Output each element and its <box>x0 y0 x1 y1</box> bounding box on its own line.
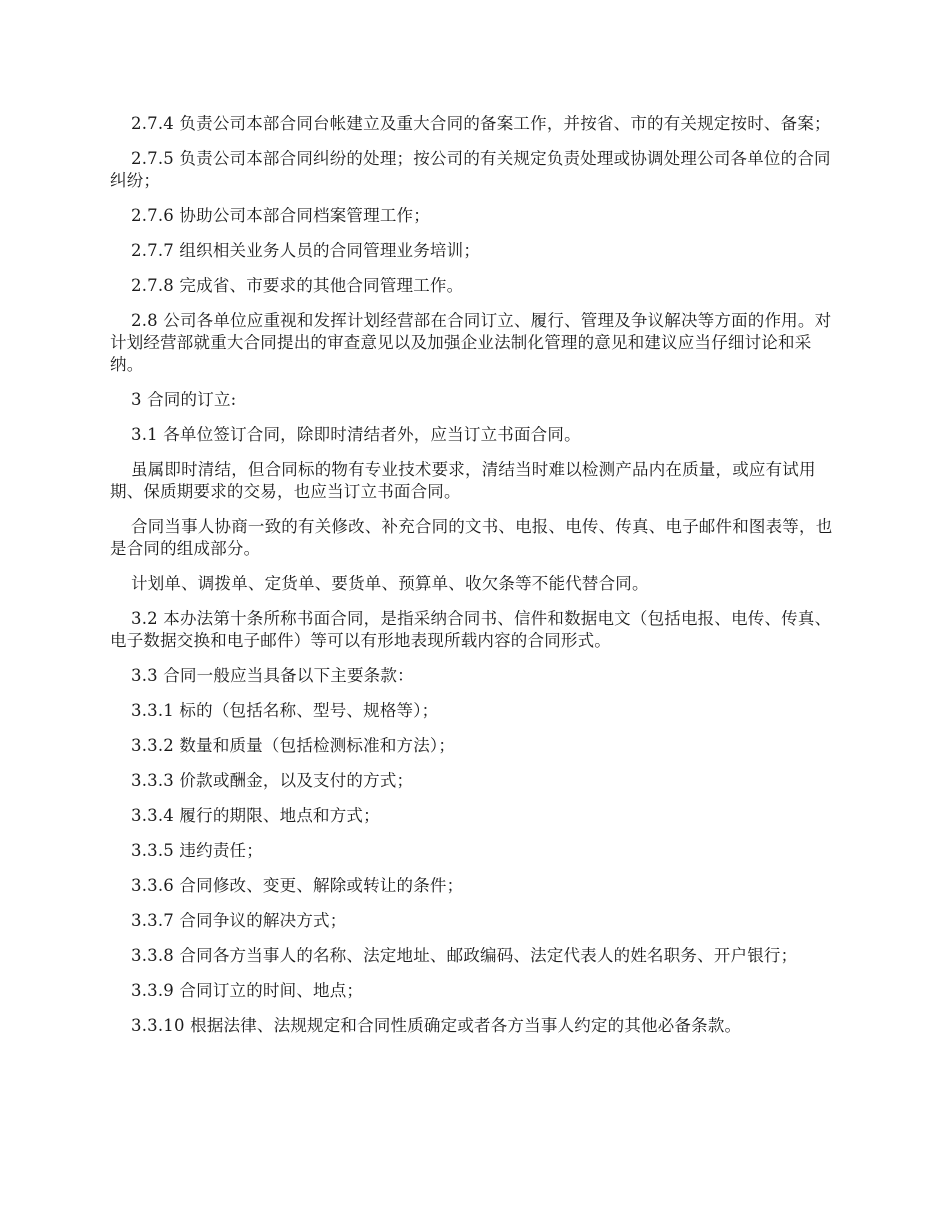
section-heading-3: 3 合同的订立: <box>131 390 237 409</box>
paragraph-2-7-7: 2.7.7 组织相关业务人员的合同管理业务培训； <box>131 241 481 260</box>
paragraph-2-7-5: 2.7.5 负责公司本部合同纠纷的处理；按公司的有关规定负责处理或协调处理公司各单位的合同纠纷； <box>110 149 831 190</box>
paragraph-3-3: 3.3 合同一般应当具备以下主要条款： <box>131 666 414 685</box>
paragraph-3-3-9: 3.3.9 合同订立的时间、地点； <box>131 981 364 1000</box>
paragraph-3-3-3: 3.3.3 价款或酬金，以及支付的方式； <box>131 771 414 790</box>
paragraph-3-3-4: 3.3.4 履行的期限、地点和方式； <box>131 806 380 825</box>
paragraph-3-2: 3.2 本办法第十条所称书面合同，是指采纳合同书、信件和数据电文（包括电报、电传、传真、电子数据交换和电子邮件）等可以有形地表现所载内容的合同形式。 <box>110 609 832 650</box>
paragraph-2-8: 2.8 公司各单位应重视和发挥计划经营部在合同订立、履行、管理及争议解决等方面的作用。对计划经营部就重大合同提出的审查意见以及加强企业法制化管理的意见和建议应当仔细讨论和采纳。 <box>110 311 832 374</box>
paragraph-3-1-note-1: 虽属即时清结，但合同标的物有专业技术要求，清结当时难以检测产品内在质量，或应有试用期、保质期要求的交易，也应当订立书面合同。 <box>110 460 816 501</box>
paragraph-3-1-note-2: 合同当事人协商一致的有关修改、补充合同的文书、电报、电传、传真、电子邮件和图表等，也是合同的组成部分。 <box>110 517 833 558</box>
paragraph-3-3-7: 3.3.7 合同争议的解决方式； <box>131 911 347 930</box>
paragraph-3-3-1: 3.3.1 标的（包括名称、型号、规格等）； <box>131 701 439 720</box>
paragraph-2-7-6: 2.7.6 协助公司本部合同档案管理工作； <box>131 206 430 225</box>
paragraph-3-3-5: 3.3.5 违约责任； <box>131 841 263 860</box>
paragraph-3-1-note-3: 计划单、调拨单、定货单、要货单、预算单、收欠条等不能代替合同。 <box>131 574 649 593</box>
paragraph-3-3-2: 3.3.2 数量和质量（包括检测标准和方法）； <box>131 736 456 755</box>
paragraph-2-7-4: 2.7.4 负责公司本部合同台帐建立及重大合同的备案工作，并按省、市的有关规定按时、备案； <box>131 114 831 133</box>
paragraph-3-3-6: 3.3.6 合同修改、变更、解除或转让的条件； <box>131 876 464 895</box>
paragraph-3-3-10: 3.3.10 根据法律、法规规定和合同性质确定或者各方当事人约定的其他必备条款。 <box>131 1016 742 1035</box>
paragraph-3-1: 3.1 各单位签订合同，除即时清结者外，应当订立书面合同。 <box>131 425 581 444</box>
paragraph-3-3-8: 3.3.8 合同各方当事人的名称、法定地址、邮政编码、法定代表人的姓名职务、开户银行； <box>131 946 798 965</box>
paragraph-2-7-8: 2.7.8 完成省、市要求的其他合同管理工作。 <box>131 276 464 295</box>
